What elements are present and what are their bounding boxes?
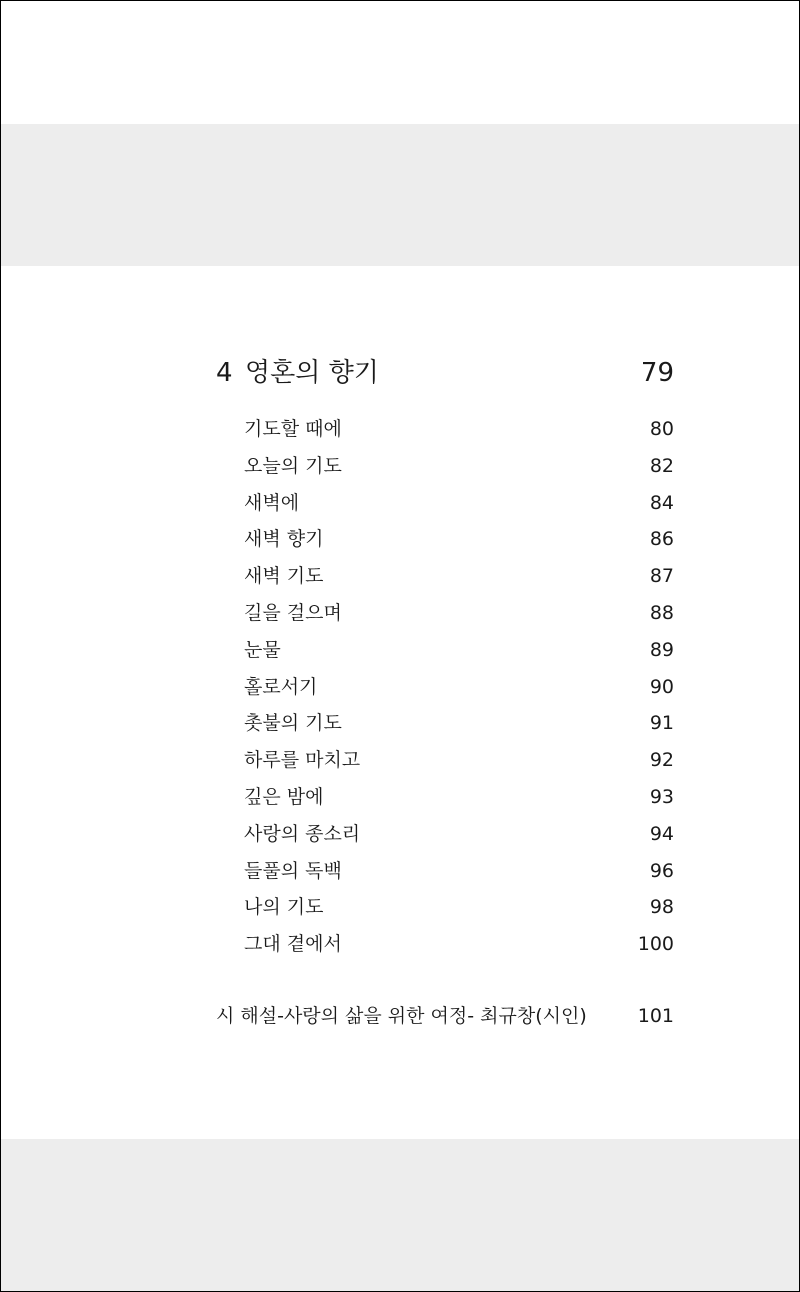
toc-entry-page: 92 — [649, 749, 674, 772]
commentary-page-number: 101 — [637, 1005, 674, 1027]
toc-entry-page: 100 — [637, 933, 674, 956]
toc-entry-title: 눈물 — [244, 638, 281, 661]
toc-entry — [244, 853, 674, 890]
toc-entry-page: 88 — [649, 601, 674, 624]
toc-entry — [244, 926, 674, 963]
toc-entry-title: 기도할 때에 — [244, 418, 342, 440]
toc-entry-page: 84 — [649, 491, 674, 514]
toc-entry-title: 새벽 향기 — [244, 528, 324, 551]
toc-entry-page: 94 — [649, 822, 674, 845]
chapter-page-number: 79 — [640, 358, 674, 388]
toc-entry — [244, 779, 674, 816]
toc-entry-page: 82 — [649, 454, 674, 477]
toc-entry-title: 그대 곁에서 — [244, 933, 342, 956]
toc-entry-page: 86 — [649, 528, 674, 551]
toc-entry-page: 98 — [649, 896, 674, 919]
toc-entry-title: 촛불의 기도 — [244, 712, 342, 735]
toc-entry-page: 80 — [649, 418, 674, 440]
toc-entry — [244, 558, 674, 595]
commentary-title: 시 해설-사랑의 삶을 위한 여정- 최규창(시인) — [216, 1005, 587, 1027]
toc-entry-title: 새벽에 — [244, 491, 300, 514]
toc-entry — [244, 411, 674, 448]
toc-entry-page: 90 — [649, 675, 674, 698]
chapter-heading — [216, 353, 674, 393]
toc-entry-title: 새벽 기도 — [244, 565, 324, 588]
toc-entry-page: 96 — [649, 859, 674, 882]
toc-entry — [244, 521, 674, 558]
toc-entry — [244, 742, 674, 779]
toc-entry — [244, 448, 674, 485]
chapter-title: 영혼의 향기 — [245, 358, 379, 388]
top-gray-band — [1, 124, 799, 266]
toc-entry-page: 93 — [649, 785, 674, 808]
commentary-entry — [216, 998, 674, 1034]
toc-entry-title: 하루를 마치고 — [244, 749, 361, 772]
chapter-number: 4 — [216, 358, 233, 388]
toc-entry-title: 깊은 밤에 — [244, 785, 324, 808]
bottom-gray-band — [1, 1139, 799, 1291]
toc-entry-title: 사랑의 종소리 — [244, 822, 361, 845]
toc-entry — [244, 889, 674, 926]
toc-entry — [244, 816, 674, 853]
toc-list — [244, 411, 674, 963]
toc-entry — [244, 669, 674, 706]
toc-entry-page: 87 — [649, 565, 674, 588]
toc-entry — [244, 485, 674, 522]
toc-entry-page: 91 — [649, 712, 674, 735]
toc-entry-title: 들풀의 독백 — [244, 859, 342, 882]
toc-entry — [244, 595, 674, 632]
toc-entry — [244, 705, 674, 742]
toc-entry — [244, 632, 674, 669]
toc-entry-title: 홀로서기 — [244, 675, 318, 698]
toc-entry-title: 나의 기도 — [244, 896, 324, 919]
toc-entry-title: 길을 걸으며 — [244, 601, 342, 624]
toc-entry-page: 89 — [649, 638, 674, 661]
toc-entry-title: 오늘의 기도 — [244, 454, 342, 477]
